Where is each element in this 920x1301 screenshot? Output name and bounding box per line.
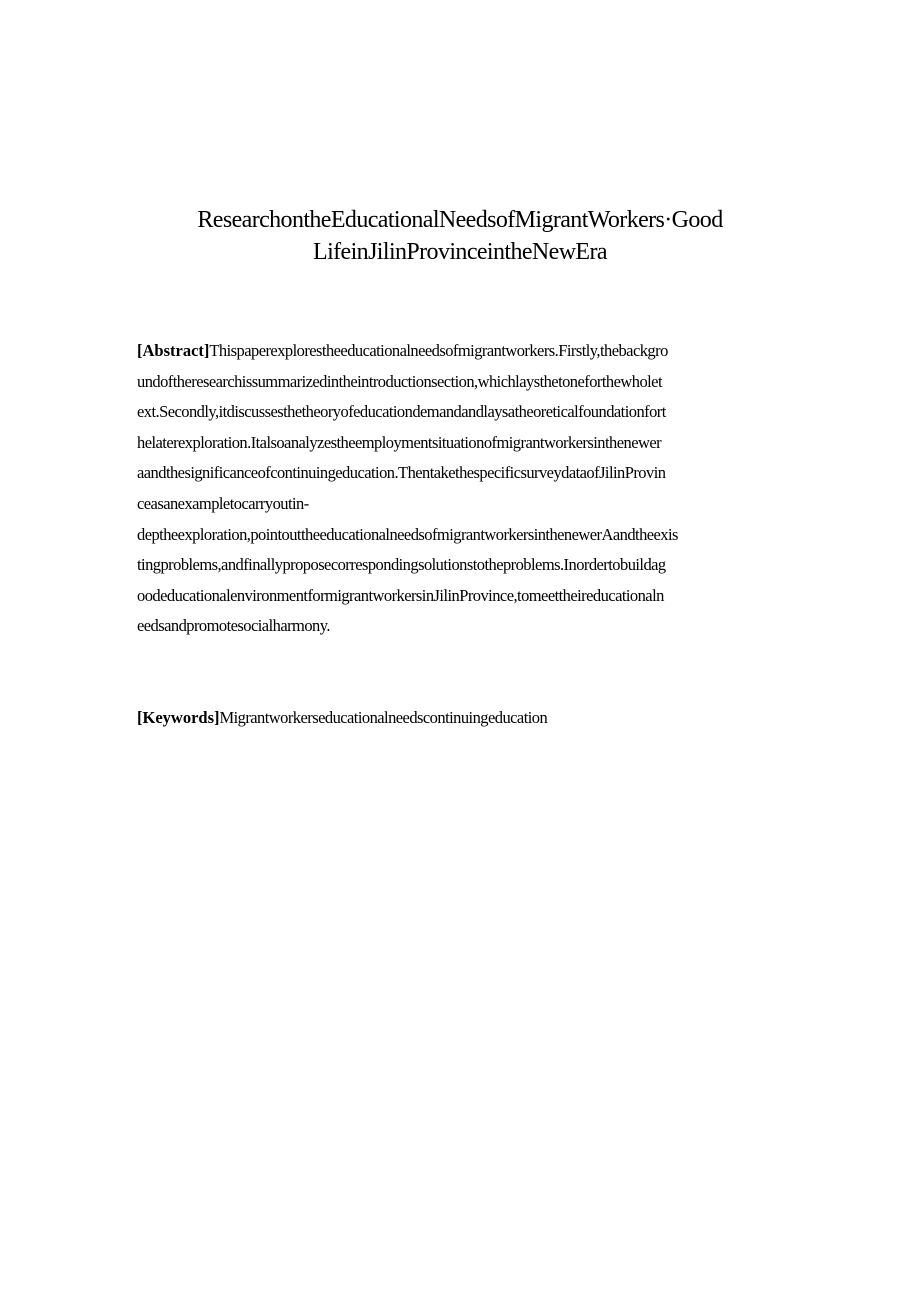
abstract-line-2: undoftheresearchissummarizedintheintroductionsection,whichlaysthetoneforthewholet <box>137 371 662 391</box>
abstract-line-text: Thispaperexplorestheeducationalneedsofmigrantworkers.Firstly,thebackgro <box>209 341 668 360</box>
title-line-2: LifeinJilinProvinceintheNewEra <box>313 239 607 265</box>
abstract-line-9: oodeducationalenvironmentformigrantworkersinJilinProvince,tomeettheireducationaln <box>137 585 664 605</box>
abstract-line-5: aandthesignificanceofcontinuingeducation.ThentakethespecificsurveydataofJilinProvin <box>137 463 666 483</box>
abstract-line-4: helaterexploration.Italsoanalyzestheemploymentsituationofmigrantworkersinthenewer <box>137 432 662 452</box>
keywords-text: Migrantworkerseducationalneedscontinuingeducation <box>219 708 548 727</box>
abstract-label: [Abstract] <box>137 341 210 360</box>
keywords-label: [Keywords] <box>137 708 220 727</box>
abstract-line-1 <box>137 336 787 367</box>
abstract-line-3: ext.Secondly,itdiscussesthetheoryofeducationdemandandlaysatheoreticalfoundationfort <box>137 402 666 422</box>
abstract-section <box>137 336 787 642</box>
keywords-section <box>137 703 787 733</box>
abstract-line-7: deptheexploration,pointouttheeducationalneedsofmigrantworkersinthenewerAandtheexis <box>137 524 678 544</box>
abstract-line-6: ceasanexampletocarryoutin- <box>137 493 309 513</box>
paper-title <box>100 204 820 268</box>
abstract-line-8: tingproblems,andfinallyproposecorrespondingsolutionstotheproblems.Inordertobuildag <box>137 555 666 575</box>
title-line-1: ResearchontheEducationalNeedsofMigrantWorkers·Good <box>197 207 723 233</box>
abstract-line-10: eedsandpromotesocialharmony. <box>137 616 330 636</box>
